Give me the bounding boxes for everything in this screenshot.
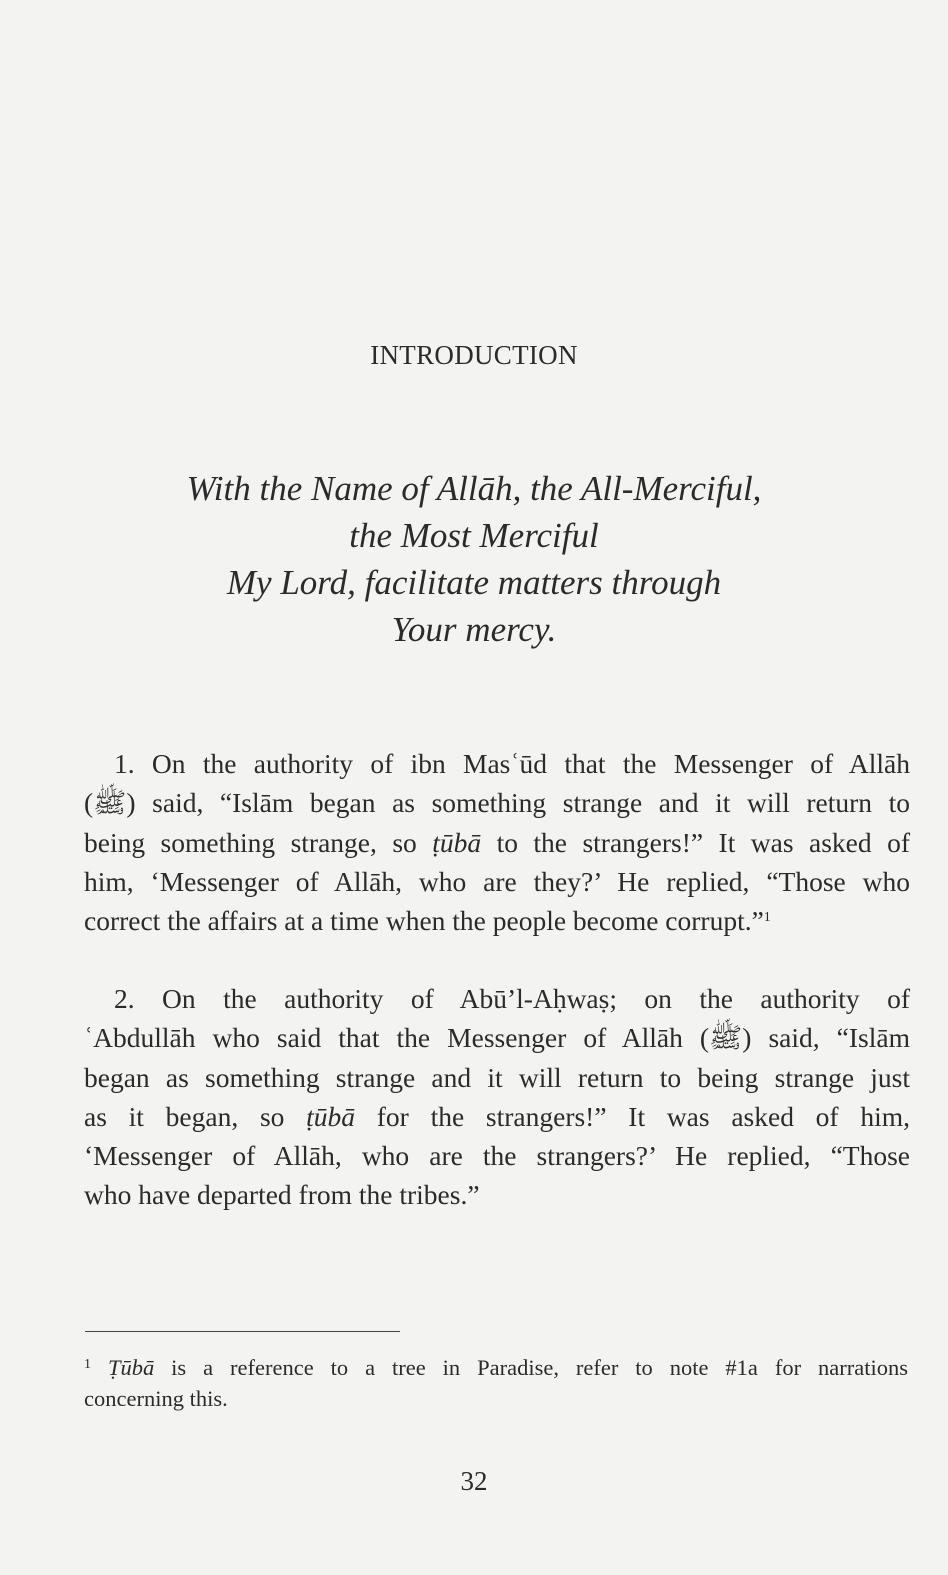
invocation (0, 465, 948, 653)
text-segment (91, 1355, 108, 1380)
italic-term: ṭūbā (306, 1100, 356, 1132)
invocation-line: My Lord, facilitate matters through (226, 563, 722, 602)
text-line (84, 901, 910, 940)
text-line (84, 1352, 908, 1383)
text-segment: ‘Messenger of Allāh, who are the strangers?’ He replied, “Those (84, 1140, 910, 1172)
text-segment: is a reference to a tree in Paradise, refer to note #1a for narrations (154, 1355, 909, 1380)
text-segment: as it began, so (84, 1100, 307, 1132)
text-segment: ʿAbdullāh who said that the Messenger of Allāh (ﷺ) said, “Islām (84, 1022, 910, 1054)
invocation-line: With the Name of Allāh, the All-Merciful, (186, 469, 762, 508)
page-number: 32 (460, 1466, 488, 1496)
text-line (84, 1018, 910, 1057)
text-segment: 2. On the authority of Abū’l-Aḥwaṣ; on the authority of (114, 983, 910, 1014)
footnote-marker: 1 (84, 1357, 91, 1372)
text-segment: being something strange, so (84, 826, 433, 858)
italic-term: ṭūbā (432, 826, 482, 858)
italic-term: Ṭūbā (107, 1355, 155, 1380)
text-line (84, 1097, 910, 1136)
text-line (84, 1383, 908, 1414)
text-line (84, 862, 910, 901)
paragraph-2 (84, 979, 910, 1215)
text-line (84, 1136, 910, 1175)
text-line (84, 979, 910, 1018)
text-segment: (ﷺ) said, “Islām began as something strange and it will return to (84, 787, 910, 819)
invocation-line: the Most Merciful (349, 516, 599, 555)
text-segment: for the strangers!” It was asked of him, (355, 1100, 910, 1132)
invocation-line: Your mercy. (391, 610, 557, 649)
text-line (84, 1058, 910, 1097)
text-segment: 1. On the authority of ibn Masʿūd that the Messenger of Allāh (114, 748, 910, 779)
text-line (84, 1175, 910, 1214)
footnote-marker: 1 (763, 910, 771, 926)
text-line (84, 783, 910, 822)
text-line (84, 823, 910, 862)
chapter-heading: INTRODUCTION (370, 340, 578, 370)
text-segment: him, ‘Messenger of Allāh, who are they?’ He replied, “Those who (84, 865, 910, 897)
text-segment: began as something strange and it will return to being strange just (84, 1061, 910, 1093)
text-segment: who have departed from the tribes.” (84, 1179, 480, 1211)
text-segment: correct the affairs at a time when the people become corrupt.” (84, 905, 764, 937)
footnote (84, 1352, 908, 1414)
text-segment: to the strangers!” It was asked of (481, 826, 910, 858)
text-line (84, 744, 910, 783)
paragraph-1 (84, 744, 910, 940)
footnote-divider (85, 1331, 400, 1332)
text-segment: concerning this. (84, 1386, 228, 1411)
